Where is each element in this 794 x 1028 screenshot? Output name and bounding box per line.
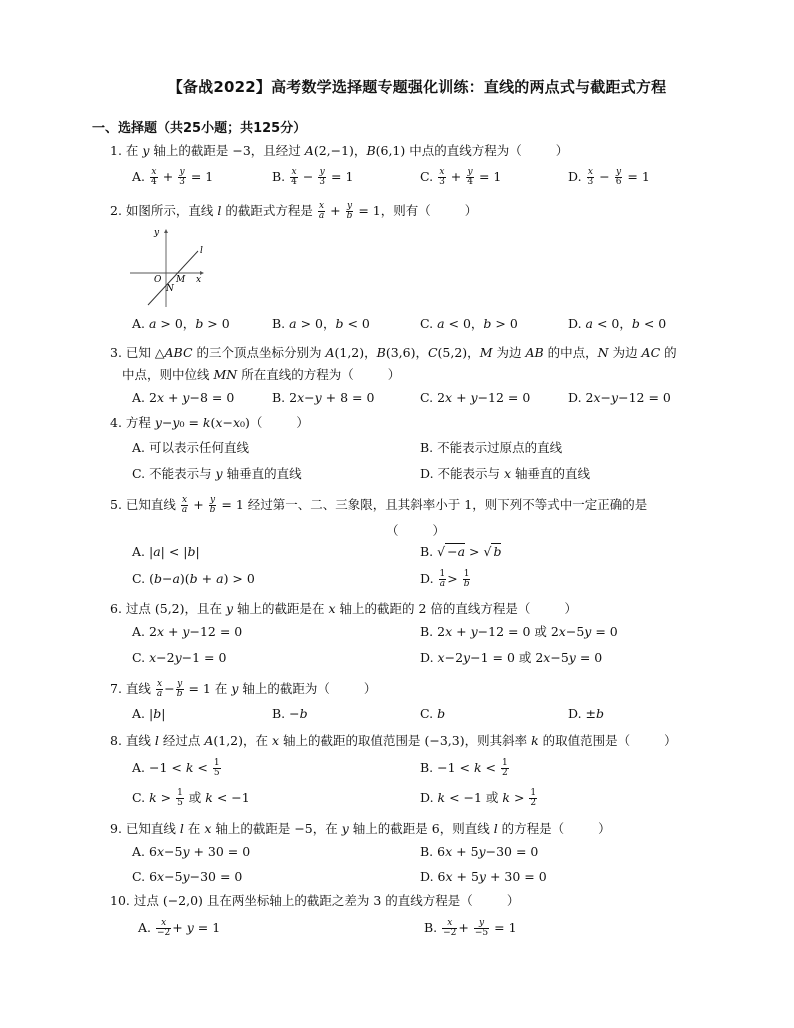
q3-option-d[interactable]: D. 2x−y−12 = 0 (568, 390, 671, 405)
q5-option-b[interactable]: B. √ −a > √ b (420, 544, 502, 559)
q7-option-a[interactable]: A. |b| (132, 706, 166, 721)
line-graph-figure (128, 225, 208, 310)
q6-option-c[interactable]: C. x−2y−1 = 0 (132, 650, 227, 665)
question-9: 9. 已知直线 l 在 x 轴上的截距是 −5，在 y 轴上的截距是 6，则直线 l 的方程是（ ） (110, 821, 611, 836)
graph-label-m: M (176, 275, 186, 285)
q2-option-d[interactable]: D. a < 0，b < 0 (568, 316, 667, 331)
q4-option-b[interactable]: B. 不能表示过原点的直线 (420, 440, 563, 455)
graph-label-y: y (154, 228, 160, 238)
q8-option-a[interactable]: A. −1 < k < $\frac{1}{5}$ (132, 758, 220, 778)
q6-option-a[interactable]: A. 2x + y−12 = 0 (132, 624, 243, 639)
q6-option-d[interactable]: D. x−2y−1 = 0 或 2x−5y = 0 (420, 650, 603, 665)
q1-option-b[interactable]: B. $\frac{x}{4}$ − $\frac{y}{3}$ = 1 (272, 167, 354, 187)
graph-label-o: O (154, 275, 162, 285)
q2-option-b[interactable]: B. a > 0，b < 0 (272, 316, 370, 331)
document-title: 【备战2022】高考数学选择题专题强化训练：直线的两点式与截距式方程 (167, 78, 667, 96)
graph-label-x: x (196, 275, 202, 285)
section-heading: 一、选择题（共25小题；共125分） (92, 121, 307, 136)
q8-option-d[interactable]: D. k < −1 或 k > $\frac{1}{2}$ (420, 788, 537, 808)
q2-option-c[interactable]: C. a < 0，b > 0 (420, 316, 518, 331)
q1-option-a[interactable]: A. $\frac{x}{4}$ + $\frac{y}{3}$ = 1 (132, 167, 214, 187)
q9-option-c[interactable]: C. 6x−5y−30 = 0 (132, 869, 243, 884)
question-5-line-2: （ ） (386, 523, 446, 538)
q9-option-b[interactable]: B. 6x + 5y−30 = 0 (420, 844, 539, 859)
q8-option-b[interactable]: B. −1 < k < $\frac{1}{2}$ (420, 758, 508, 778)
q1-option-d[interactable]: D. $\frac{x}{3}$ − $\frac{y}{6}$ = 1 (568, 167, 650, 187)
q6-option-b[interactable]: B. 2x + y−12 = 0 或 2x−5y = 0 (420, 624, 618, 639)
q8-option-c[interactable]: C. k > $\frac{1}{5}$ 或 k < −1 (132, 788, 250, 808)
question-3-line-2: 中点，则中位线 MN 所在直线的方程为（ ） (122, 367, 401, 382)
q5-option-d[interactable]: D. $\frac{1}{a}$ > $\frac{1}{b}$ (420, 569, 470, 589)
q4-option-c[interactable]: C. 不能表示与 y 轴垂直的直线 (132, 466, 302, 481)
q9-option-d[interactable]: D. 6x + 5y + 30 = 0 (420, 869, 547, 884)
q5-option-c[interactable]: C. (b−a)(b + a) > 0 (132, 571, 255, 586)
graph-label-n: N (166, 284, 174, 294)
question-5: 5. 已知直线 $\frac{x}{a}$ + $\frac{y}{b}$ = 1 经过第一、二、三象限，且其斜率小于 1，则下列不等式中一定正确的是 (110, 495, 648, 515)
graph-label-l: l (200, 246, 203, 256)
q9-option-a[interactable]: A. 6x−5y + 30 = 0 (132, 844, 251, 859)
q3-option-b[interactable]: B. 2x−y + 8 = 0 (272, 390, 375, 405)
question-6: 6. 过点 (5,2)，且在 y 轴上的截距是在 x 轴上的截距的 2 倍的直线方程是（ ） (110, 601, 577, 616)
question-4: 4. 方程 y−y₀ = k(x−x₀)（ ） (110, 415, 309, 430)
q7-option-c[interactable]: C. b (420, 706, 446, 721)
question-3: 3. 已知 △ABC 的三个顶点坐标分别为 A(1,2)，B(3,6)，C(5,2)，M 为边 AB 的中点，N 为边 AC 的 (110, 345, 677, 360)
q2-option-a[interactable]: A. a > 0，b > 0 (132, 316, 230, 331)
q3-option-a[interactable]: A. 2x + y−8 = 0 (132, 390, 235, 405)
q7-option-d[interactable]: D. ±b (568, 706, 605, 721)
question-7: 7. 直线 $\frac{x}{a}$ − $\frac{y}{b}$ = 1 在 y 轴上的截距为（ ） (110, 679, 377, 699)
q4-option-d[interactable]: D. 不能表示与 x 轴垂直的直线 (420, 466, 591, 481)
question-1: 1. 在 y 轴上的截距是 −3，且经过 A(2,−1)，B(6,1) 中点的直线方程为（ ） (110, 143, 569, 158)
q5-option-a[interactable]: A. |a| < |b| (132, 544, 200, 559)
q7-option-b[interactable]: B. −b (272, 706, 308, 721)
question-10: 10. 过点 (−2,0) 且在两坐标轴上的截距之差为 3 的直线方程是（ ） (110, 893, 520, 908)
question-8: 8. 直线 l 经过点 A(1,2)，在 x 轴上的截距的取值范围是 (−3,3)，则其斜率 k 的取值范围是（ ） (110, 733, 677, 748)
q3-option-c[interactable]: C. 2x + y−12 = 0 (420, 390, 531, 405)
q4-option-a[interactable]: A. 可以表示任何直线 (132, 440, 249, 455)
question-2: 2. 如图所示，直线 l 的截距式方程是 $\frac{x}{a}$ + $\frac{y}{b}$ = 1，则有（ ） (110, 201, 478, 221)
q10-option-a[interactable]: A. $\frac{x}{-2}$ + y = 1 (138, 918, 221, 938)
q1-option-c[interactable]: C. $\frac{x}{3}$ + $\frac{y}{4}$ = 1 (420, 167, 502, 187)
q10-option-b[interactable]: B. $\frac{x}{-2}$ + $\frac{y}{-5}$ = 1 (424, 918, 517, 938)
